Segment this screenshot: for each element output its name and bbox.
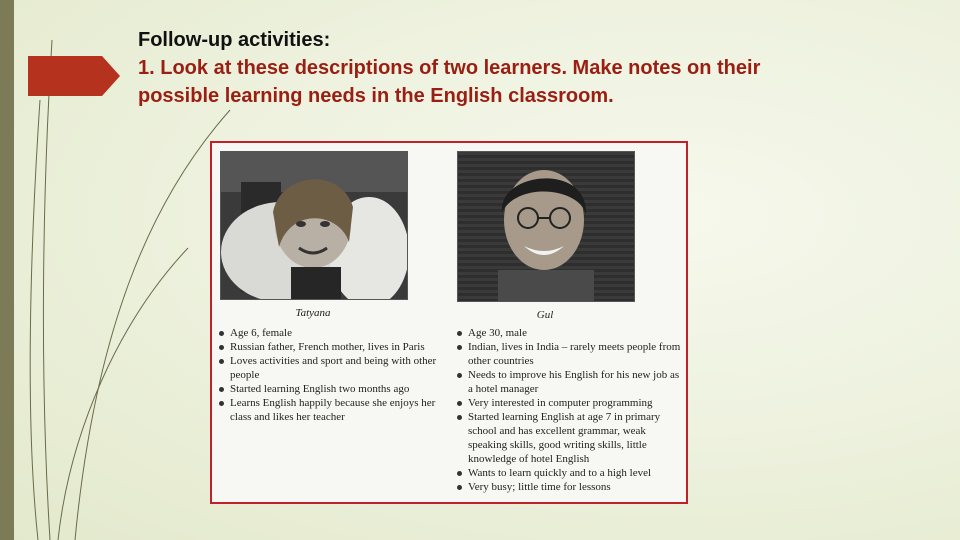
list-item: Learns English happily because she enjoys her class and likes her teacher <box>218 396 444 424</box>
list-item: Very interested in computer programming <box>456 396 682 410</box>
girl-portrait-icon <box>220 151 408 300</box>
tatyana-facts-list <box>218 326 444 424</box>
list-item: Loves activities and sport and being with other people <box>218 354 444 382</box>
learner-name-gul: Gul <box>536 309 554 321</box>
learner-name-tatyana: Tatyana <box>295 307 331 319</box>
list-item: Wants to learn quickly and to a high level <box>456 466 682 480</box>
instruction-line-1: 1. Look at these descriptions of two learners. Make notes on their <box>138 57 761 79</box>
learner-profiles-image <box>210 141 688 504</box>
list-item: Indian, lives in India – rarely meets people from other countries <box>456 340 682 368</box>
gul-facts-list <box>456 326 682 494</box>
slide-heading: Follow-up activities: <box>138 29 331 51</box>
list-item: Age 30, male <box>456 326 682 340</box>
list-item: Started learning English two months ago <box>218 382 444 396</box>
list-item: Very busy; little time for lessons <box>456 480 682 494</box>
instruction-line-2: possible learning needs in the English classroom. <box>138 85 614 107</box>
list-item: Started learning English at age 7 in primary school and has excellent grammar, weak speaking skills, good writing skills, little knowledge of hotel English <box>456 410 682 466</box>
man-portrait-icon <box>457 151 635 302</box>
arrow-flag-icon <box>28 56 120 96</box>
list-item: Russian father, French mother, lives in Paris <box>218 340 444 354</box>
list-item: Age 6, female <box>218 326 444 340</box>
slide-text <box>138 26 938 110</box>
list-item: Needs to improve his English for his new job as a hotel manager <box>456 368 682 396</box>
